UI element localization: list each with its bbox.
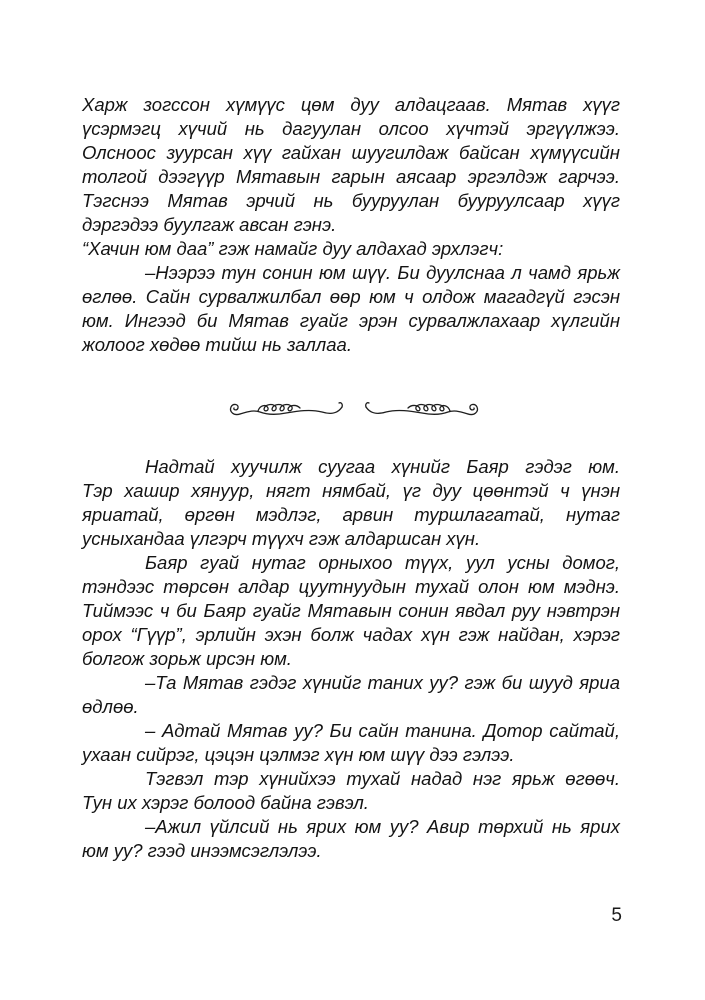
text-line: өглөө. Сайн сурвалжилбал өөр юм ч олдож магадгүй гэсэн bbox=[82, 286, 620, 307]
dialogue-paragraph bbox=[82, 815, 620, 863]
text-section-top bbox=[82, 93, 620, 357]
text-line: –Нээрээ тун сонин юм шүү. Би дуулснаа л чамд ярьж bbox=[145, 262, 620, 283]
text-line: Тун их хэрэг болоод байна гэвэл. bbox=[82, 792, 369, 813]
text-line: ухаан сийрэг, цэцэн цэлмэг хүн юм шүү дээ гэлээ. bbox=[82, 744, 515, 765]
text-line: усныхандаа үлгэрч түүхч гэж алдаршсан хүн. bbox=[82, 528, 481, 549]
text-line: дэргэдээ буулгаж авсан гэнэ. bbox=[82, 214, 337, 235]
paragraph bbox=[82, 93, 620, 237]
text-line: толгой дээгүүр Мятавын гарын аясаар эргэлдэж гарчээ. bbox=[82, 166, 620, 187]
text-section-bottom bbox=[82, 455, 620, 863]
text-line: Харж зогссон хүмүүс цөм дуу алдацгаав. Мятав хүүг bbox=[82, 94, 620, 115]
flourish-left bbox=[231, 403, 343, 415]
text-line: орох “Гүүр”, эрлийн эхэн болж чадах хүн гэж найдан, хэрэг bbox=[82, 624, 620, 645]
paragraph bbox=[82, 455, 620, 551]
text-line: “Хачин юм даа” гэж намайг дуу алдахад эрхлэгч: bbox=[82, 238, 504, 259]
flourish-right bbox=[366, 403, 478, 415]
text-line: Надтай хуучилж суугаа хүнийг Баяр гэдэг юм. bbox=[145, 456, 620, 477]
text-line: юм уу? гээд инээмсэглэлээ. bbox=[82, 840, 322, 861]
dialogue-paragraph bbox=[82, 671, 620, 719]
dialogue-paragraph bbox=[82, 719, 620, 767]
text-line: Олсноос зуурсан хүү гайхан шуугилдаж байсан хүмүүсийн bbox=[82, 142, 620, 163]
text-line: өдлөө. bbox=[82, 696, 139, 717]
text-line: Баяр гуай нутаг орныхоо түүх, уул усны домог, bbox=[145, 552, 620, 573]
paragraph bbox=[82, 767, 620, 815]
text-line: юм. Ингээд би Мятав гуайг эрэн сурвалжлахаар хүлгийн bbox=[82, 310, 620, 331]
text-line: Тэгвэл тэр хүнийхээ тухай надад нэг ярьж өгөөч. bbox=[145, 768, 620, 789]
text-line: –Та Мятав гэдэг хүнийг таних уу? гэж би шууд яриа bbox=[145, 672, 620, 693]
text-line: болгож зорьж ирсэн юм. bbox=[82, 648, 292, 669]
text-line: үсэрмэгц хүчий нь дагуулан олсоо хүчтэй эргүүлжээ. bbox=[82, 118, 620, 139]
text-line: тэндээс төрсөн алдар цуутнуудын тухай олон юм мэднэ. bbox=[82, 576, 620, 597]
text-line: –Ажил үйлсий нь ярих юм уу? Авир төрхий нь ярих bbox=[145, 816, 620, 837]
paragraph bbox=[82, 551, 620, 671]
text-line: жолоог хөдөө тийш нь заллаа. bbox=[82, 334, 352, 355]
text-line: яриатай, өргөн мэдлэг, арвин туршлагатай, нутаг bbox=[82, 504, 620, 525]
flourish-divider-icon bbox=[226, 397, 482, 423]
dialogue-paragraph bbox=[82, 261, 620, 357]
text-line: Тэр хашир хянуур, нягт нямбай, үг дуу цөөнтэй ч үнэн bbox=[82, 480, 620, 501]
text-line: Тэгснээ Мятав эрчий нь бууруулан бууруулсаар хүүг bbox=[82, 190, 620, 211]
paragraph bbox=[82, 237, 620, 261]
page-number: 5 bbox=[611, 905, 622, 926]
text-line: Тиймээс ч би Баяр гуайг Мятавын сонин явдал руу нэвтрэн bbox=[82, 600, 620, 621]
text-line: – Адтай Мятав уу? Би сайн танина. Дотор сайтай, bbox=[145, 720, 620, 741]
